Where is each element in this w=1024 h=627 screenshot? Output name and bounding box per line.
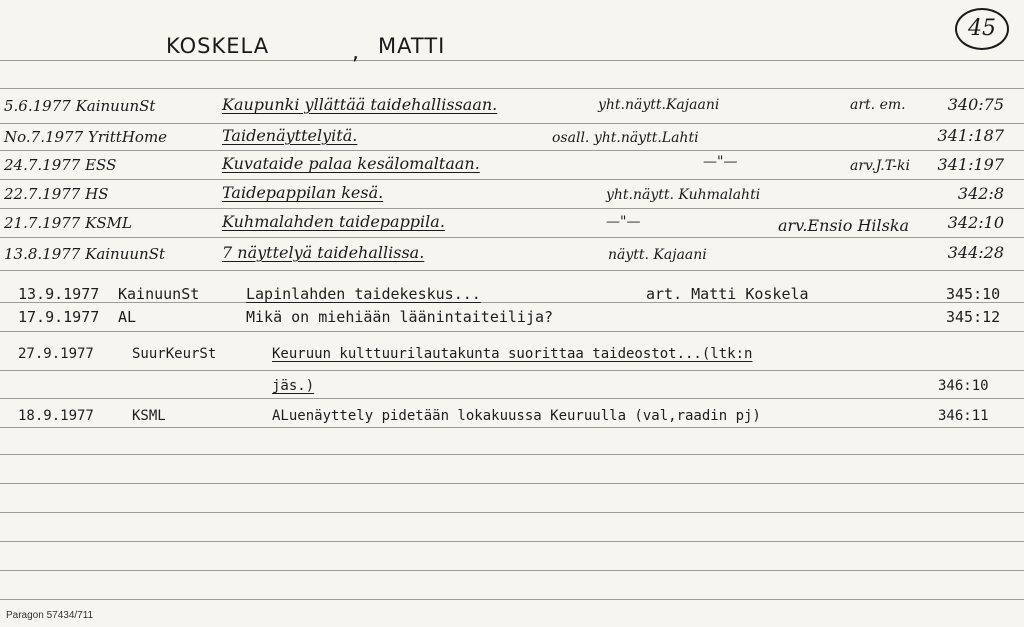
entry-ref: 346:11 [938,408,989,424]
entry-title-continuation: jäs.) [272,378,315,394]
entry-note-2: arv.J.T-ki [850,158,910,174]
ruled-line [0,208,1024,209]
entry-note: —"— [606,214,641,230]
entry-title: 7 näyttelyä taidehallissa. [222,243,425,262]
entry-date-source: 22.7.1977 HS [4,185,109,203]
ruled-line [0,599,1024,600]
ruled-line [0,370,1024,371]
ruled-line [0,88,1024,89]
entry-title: Mikä on miehiään läänintaiteilija? [246,308,554,326]
entry-title: Kuhmalahden taidepappila. [222,212,445,231]
entry-date-source: 24.7.1977 ESS [4,156,117,174]
entry-date-source: No.7.1977 YrittHome [4,128,168,146]
entry-note-2: arv.Ensio Hilska [778,216,910,235]
entry-note: osall. yht.näytt.Lahti [552,130,699,146]
ruled-line [0,483,1024,484]
entry-date: 17.9.1977 [18,308,100,326]
ruled-line [0,123,1024,124]
entry-note: art. Matti Koskela [646,285,809,303]
entry-source: KSML [132,408,166,424]
ruled-line [0,60,1024,61]
entry-date: 18.9.1977 [18,408,94,424]
entry-ref: 344:28 [947,243,1004,262]
entry-ref: 341:197 [937,155,1004,174]
name-separator: , [352,40,359,65]
entry-ref: 345:10 [946,285,1001,303]
entry-note: yht.näytt. Kuhmalahti [606,187,761,203]
entry-date: 13.9.1977 [18,285,100,303]
entry-date-source: 21.7.1977 KSML [4,214,132,232]
firstname: MATTI [378,34,446,58]
entry-note: näytt. Kajaani [608,247,707,263]
ruled-line [0,541,1024,542]
ruled-line [0,512,1024,513]
ruled-line [0,270,1024,271]
entry-note-2: art. em. [850,97,906,113]
surname: KOSKELA [166,34,270,58]
ruled-line [0,150,1024,151]
entry-ref: 340:75 [947,95,1004,114]
entry-date-source: 13.8.1977 KainuunSt [4,245,166,263]
entry-title: Kaupunki yllättää taidehallissaan. [222,95,498,114]
ruled-line [0,331,1024,332]
entry-date-source: 5.6.1977 KainuunSt [4,97,156,115]
entry-title: Lapinlahden taidekeskus... [246,285,481,303]
entry-title: ALuenäyttely pidetään lokakuussa Keuruulla (val,raadin pj) [272,408,761,424]
ruled-line [0,454,1024,455]
ruled-line [0,237,1024,238]
entry-title: Taidenäyttelyitä. [222,126,358,145]
entry-ref: 345:12 [946,308,1001,326]
entry-title: Keuruun kulttuurilautakunta suorittaa taideostot...(ltk:n [272,346,753,362]
ruled-line [0,570,1024,571]
entry-ref: 342:10 [947,213,1004,232]
entry-ref: 342:8 [957,184,1004,203]
entry-note: yht.näytt.Kajaani [598,97,720,113]
card-number: 45 [955,8,1009,50]
entry-source: AL [118,308,137,326]
entry-title: Kuvataide palaa kesälomaltaan. [222,154,480,173]
entry-source: SuurKeurSt [132,346,217,362]
ruled-line [0,398,1024,399]
entry-ref: 341:187 [937,126,1004,145]
entry-title: Taidepappilan kesä. [222,183,384,202]
ruled-line [0,179,1024,180]
entry-note: —"— [703,154,738,170]
entry-date: 27.9.1977 [18,346,94,362]
ruled-line [0,427,1024,428]
entry-ref: 346:10 [938,378,989,394]
printer-imprint: Paragon 57434/711 [6,610,94,621]
entry-source: KainuunSt [118,285,200,303]
